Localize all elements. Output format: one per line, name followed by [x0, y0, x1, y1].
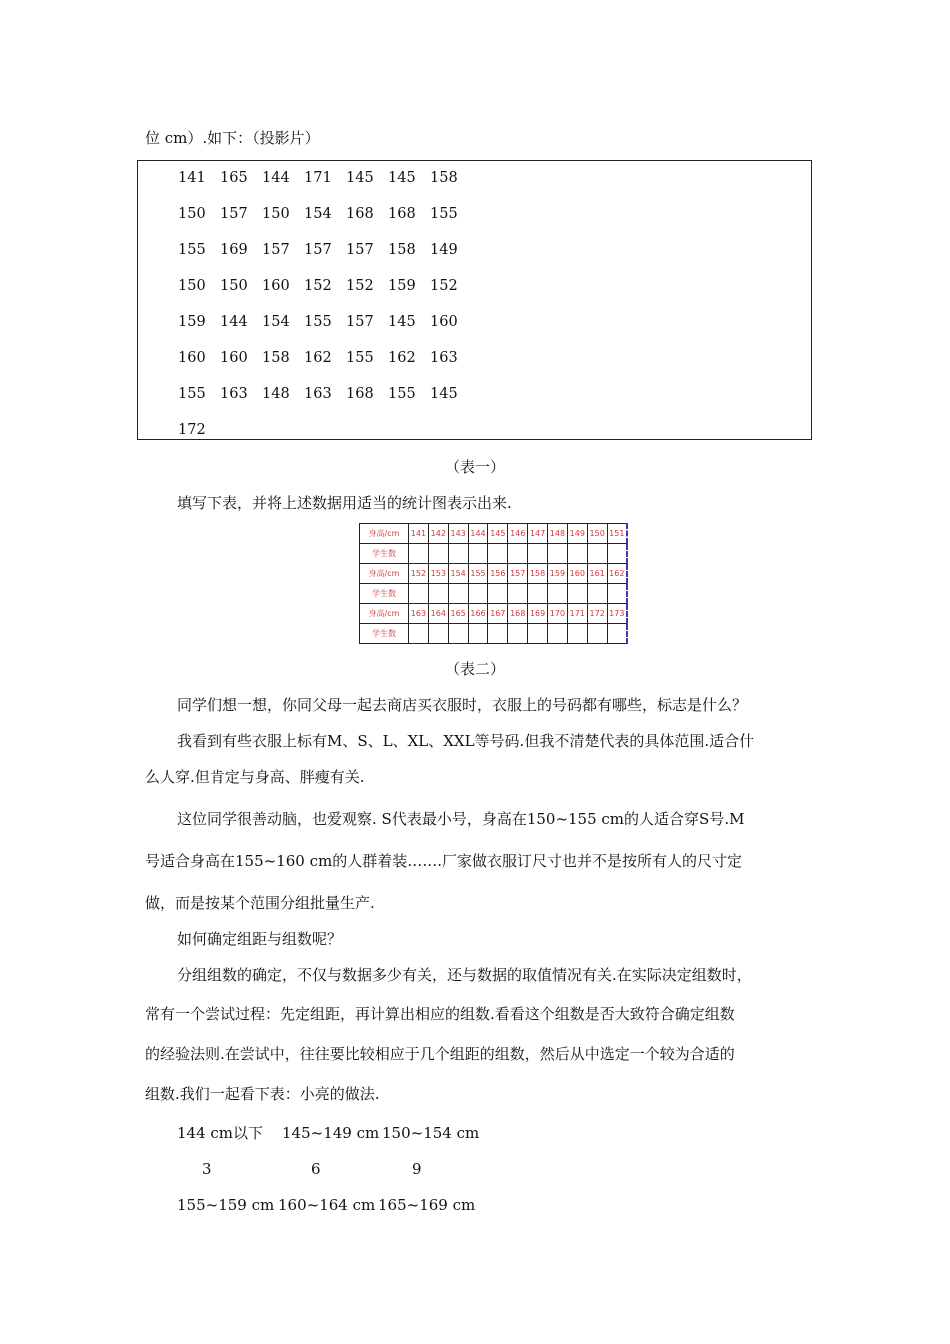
count-cell[interactable] — [528, 544, 548, 564]
data-cell: 169 — [220, 242, 248, 258]
group-count: 9 — [412, 1160, 422, 1178]
data-cell: 144 — [220, 314, 248, 330]
count-cell[interactable] — [567, 544, 587, 564]
height-cell: 161 — [587, 564, 607, 584]
data-cell: 165 — [220, 170, 248, 186]
data-cell: 172 — [178, 422, 206, 438]
count-cell[interactable] — [508, 544, 528, 564]
count-cell[interactable] — [428, 624, 448, 644]
paragraph-line: 这位同学很善动脑，也爱观察. S代表最小号，身高在150~155 cm的人适合穿S号.M — [177, 810, 745, 828]
height-cell: 166 — [468, 604, 488, 624]
count-cell[interactable] — [528, 584, 548, 604]
data-cell: 158 — [262, 350, 290, 366]
data-cell: 155 — [178, 386, 206, 402]
data-cell: 155 — [346, 350, 374, 366]
height-cell: 164 — [428, 604, 448, 624]
paragraph-line: 组数.我们一起看下表：小亮的做法. — [145, 1085, 380, 1103]
count-label: 学生数 — [360, 624, 409, 644]
count-cell[interactable] — [508, 624, 528, 644]
height-cell: 154 — [448, 564, 468, 584]
group-count: 6 — [311, 1160, 321, 1178]
data-cell: 149 — [430, 242, 458, 258]
data-cell: 163 — [220, 386, 248, 402]
data-row — [178, 311, 472, 331]
count-cell[interactable] — [528, 624, 548, 644]
count-cell[interactable] — [607, 584, 627, 604]
data-cell: 145 — [388, 314, 416, 330]
height-cell: 173 — [607, 604, 627, 624]
group-range: 155~159 cm — [177, 1196, 275, 1214]
table-row — [360, 544, 628, 564]
data-cell: 162 — [388, 350, 416, 366]
count-cell[interactable] — [428, 584, 448, 604]
intro-line: 位 cm）.如下：（投影片） — [145, 129, 320, 147]
height-cell: 159 — [548, 564, 568, 584]
height-cell: 153 — [428, 564, 448, 584]
height-cell: 148 — [548, 524, 568, 544]
height-cell: 158 — [528, 564, 548, 584]
data-row — [178, 419, 220, 439]
data-cell: 158 — [430, 170, 458, 186]
data-row — [178, 383, 472, 403]
group-count: 3 — [202, 1160, 212, 1178]
data-row — [178, 203, 472, 223]
table-row — [360, 584, 628, 604]
height-cell: 169 — [528, 604, 548, 624]
paragraph-line: 如何确定组距与组数呢？ — [177, 930, 343, 948]
table-row — [360, 524, 628, 544]
raw-data-table — [137, 160, 812, 440]
data-cell: 168 — [346, 206, 374, 222]
height-cell: 152 — [409, 564, 429, 584]
count-cell[interactable] — [468, 624, 488, 644]
count-cell[interactable] — [587, 584, 607, 604]
table-row — [360, 604, 628, 624]
height-cell: 145 — [488, 524, 508, 544]
height-cell: 155 — [468, 564, 488, 584]
data-cell: 154 — [262, 314, 290, 330]
height-label: 身高/cm — [360, 604, 409, 624]
data-cell: 159 — [388, 278, 416, 294]
count-cell[interactable] — [587, 544, 607, 564]
height-cell: 149 — [567, 524, 587, 544]
height-cell: 151 — [607, 524, 627, 544]
data-cell: 171 — [304, 170, 332, 186]
data-cell: 152 — [346, 278, 374, 294]
group-range: 165~169 cm — [378, 1196, 476, 1214]
height-cell: 146 — [508, 524, 528, 544]
height-frequency-table — [359, 523, 628, 644]
count-cell[interactable] — [508, 584, 528, 604]
group-range: 150~154 cm — [382, 1124, 480, 1142]
data-row — [178, 275, 472, 295]
count-cell[interactable] — [488, 544, 508, 564]
height-cell: 171 — [567, 604, 587, 624]
height-cell: 141 — [409, 524, 429, 544]
data-cell: 160 — [220, 350, 248, 366]
data-cell: 150 — [220, 278, 248, 294]
count-cell[interactable] — [488, 584, 508, 604]
count-cell[interactable] — [428, 544, 448, 564]
table-row — [360, 564, 628, 584]
count-cell[interactable] — [448, 624, 468, 644]
data-cell: 159 — [178, 314, 206, 330]
data-cell: 157 — [304, 242, 332, 258]
height-cell: 150 — [587, 524, 607, 544]
count-cell[interactable] — [587, 624, 607, 644]
data-cell: 145 — [346, 170, 374, 186]
data-cell: 152 — [430, 278, 458, 294]
count-cell[interactable] — [548, 624, 568, 644]
data-row — [178, 239, 472, 259]
data-cell: 145 — [430, 386, 458, 402]
height-cell: 147 — [528, 524, 548, 544]
paragraph-line: 分组组数的确定，不仅与数据多少有关，还与数据的取值情况有关.在实际决定组数时， — [177, 966, 752, 984]
count-cell[interactable] — [409, 544, 429, 564]
height-cell: 167 — [488, 604, 508, 624]
data-cell: 158 — [388, 242, 416, 258]
height-cell: 165 — [448, 604, 468, 624]
data-cell: 155 — [178, 242, 206, 258]
data-row — [178, 167, 472, 187]
count-cell[interactable] — [448, 544, 468, 564]
count-cell[interactable] — [567, 624, 587, 644]
data-row — [178, 347, 472, 367]
height-label: 身高/cm — [360, 564, 409, 584]
count-label: 学生数 — [360, 584, 409, 604]
group-range: 144 cm以下 — [177, 1124, 264, 1142]
data-cell: 157 — [346, 314, 374, 330]
data-cell: 168 — [346, 386, 374, 402]
data-cell: 163 — [304, 386, 332, 402]
data-cell: 163 — [430, 350, 458, 366]
caption-table-2: （表二） — [444, 660, 505, 678]
height-cell: 172 — [587, 604, 607, 624]
data-cell: 157 — [262, 242, 290, 258]
data-cell: 152 — [304, 278, 332, 294]
height-cell: 157 — [508, 564, 528, 584]
count-cell[interactable] — [567, 584, 587, 604]
count-cell[interactable] — [607, 544, 627, 564]
data-cell: 154 — [304, 206, 332, 222]
caption-table-1: （表一） — [444, 458, 505, 476]
data-cell: 157 — [346, 242, 374, 258]
data-cell: 150 — [262, 206, 290, 222]
height-cell: 162 — [607, 564, 627, 584]
paragraph-line: 做，而是按某个范围分组批量生产. — [145, 894, 375, 912]
group-range: 145~149 cm — [282, 1124, 380, 1142]
count-cell[interactable] — [468, 544, 488, 564]
instruction-text: 填写下表，并将上述数据用适当的统计图表示出来. — [177, 494, 512, 512]
count-label: 学生数 — [360, 544, 409, 564]
paragraph-line: 同学们想一想，你同父母一起去商店买衣服时，衣服上的号码都有哪些，标志是什么？ — [177, 696, 748, 714]
height-cell: 156 — [488, 564, 508, 584]
data-cell: 157 — [220, 206, 248, 222]
table-row — [360, 624, 628, 644]
count-cell[interactable] — [468, 584, 488, 604]
data-cell: 155 — [430, 206, 458, 222]
paragraph-line: 的经验法则.在尝试中，往往要比较相应于几个组距的组数，然后从中选定一个较为合适的 — [145, 1045, 735, 1063]
data-cell: 160 — [430, 314, 458, 330]
paragraph-line: 我看到有些衣服上标有M、S、L、XL、XXL等号码.但我不清楚代表的具体范围.适合什 — [177, 732, 755, 750]
data-cell: 144 — [262, 170, 290, 186]
height-cell: 163 — [409, 604, 429, 624]
group-range: 160~164 cm — [278, 1196, 376, 1214]
data-cell: 148 — [262, 386, 290, 402]
count-cell[interactable] — [488, 624, 508, 644]
count-cell[interactable] — [409, 584, 429, 604]
data-cell: 168 — [388, 206, 416, 222]
count-cell[interactable] — [448, 584, 468, 604]
data-cell: 150 — [178, 206, 206, 222]
data-cell: 155 — [388, 386, 416, 402]
height-cell: 160 — [567, 564, 587, 584]
data-cell: 162 — [304, 350, 332, 366]
height-cell: 144 — [468, 524, 488, 544]
paragraph-line: 常有一个尝试过程：先定组距，再计算出相应的组数.看看这个组数是否大致符合确定组数 — [145, 1005, 735, 1023]
count-cell[interactable] — [409, 624, 429, 644]
data-cell: 160 — [262, 278, 290, 294]
count-cell[interactable] — [607, 624, 627, 644]
height-cell: 143 — [448, 524, 468, 544]
paragraph-line: 号适合身高在155~160 cm的人群着装…….厂家做衣服订尺寸也并不是按所有人的尺寸定 — [145, 852, 742, 870]
count-cell[interactable] — [548, 544, 568, 564]
data-cell: 141 — [178, 170, 206, 186]
count-cell[interactable] — [548, 584, 568, 604]
height-cell: 170 — [548, 604, 568, 624]
data-cell: 150 — [178, 278, 206, 294]
height-label: 身高/cm — [360, 524, 409, 544]
paragraph-line: 么人穿.但肯定与身高、胖瘦有关. — [145, 768, 365, 786]
data-cell: 160 — [178, 350, 206, 366]
data-cell: 145 — [388, 170, 416, 186]
height-cell: 142 — [428, 524, 448, 544]
height-cell: 168 — [508, 604, 528, 624]
data-cell: 155 — [304, 314, 332, 330]
